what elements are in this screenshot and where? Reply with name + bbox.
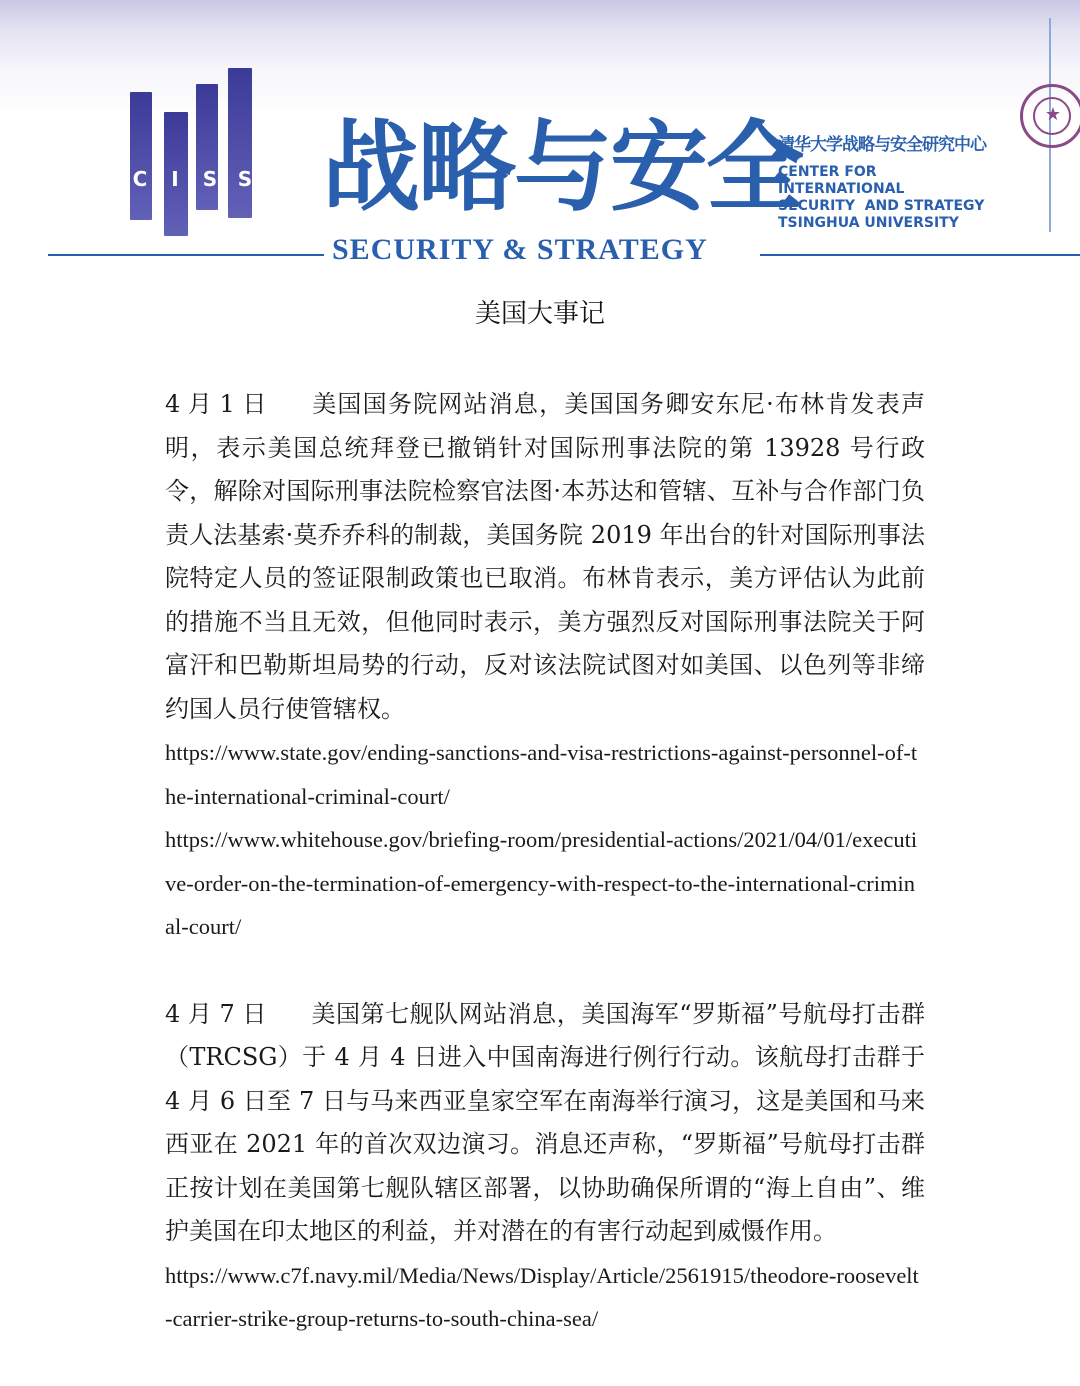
org-name-en-line: INTERNATIONAL	[778, 181, 905, 197]
entry-date: 4 月 7 日	[165, 999, 267, 1028]
journal-title-zh: 战略与安全	[322, 110, 803, 225]
org-name-en-line: CENTER FOR	[778, 164, 877, 180]
org-name-zh: 清华大学战略与安全研究中心	[778, 135, 986, 155]
seal-star-icon: ★	[1044, 104, 1062, 125]
org-name-en	[778, 164, 1028, 232]
masthead-rule-right	[760, 254, 1080, 256]
entry-paragraph	[165, 383, 925, 731]
org-name-en-line: TSINGHUA UNIVERSITY	[778, 215, 959, 231]
chronicle-entries	[165, 383, 925, 1385]
document-title: 美国大事记	[474, 299, 605, 329]
logo-letter: S	[237, 167, 253, 191]
logo-letter: C	[132, 167, 148, 191]
org-name-block	[778, 132, 1028, 232]
entry-text: 美国国务院网站消息，美国国务卿安东尼·布林肯发表声明，表示美国总统拜登已撤销针对国际刑事法院的第 13928 号行政令，解除对国际刑事法院检察官法图·本苏达和管辖、互补与合作部门负责人法基索·莫乔乔科的制裁，美国务院 2019 年出台的针对国际刑事法院特定人员的签证限制政策也已取消。布林肯表示，美方评估认为此前的措施不当且无效，但他同时表示，美方强烈反对国际刑事法院关于阿富汗和巴勒斯坦局势的行动，反对该法院试图对如美国、以色列等非缔约国人员行使管辖权。	[165, 390, 925, 723]
tsinghua-seal-icon	[1020, 84, 1080, 148]
logo-letters	[130, 166, 255, 192]
logo-bar	[228, 68, 252, 218]
source-link[interactable]: https://www.c7f.navy.mil/Media/News/Display/Article/2561915/theodore-roosevelt-carrier-strike-group-returns-to-south-china-sea/	[165, 1262, 919, 1331]
entry-paragraph	[165, 993, 925, 1254]
ciss-logo	[0, 0, 270, 240]
entry-text: 美国第七舰队网站消息，美国海军“罗斯福”号航母打击群（TRCSG）于 4 月 4 日进入中国南海进行例行行动。该航母打击群于 4 月 6 日至 7 日与马来西亚皇家空军在南海举行演习，这是美国和马来西亚在 2021 年的首次双边演习。消息还声称，“罗斯福”号航母打击群正按计划在美国第七舰队辖区部署，以协助确保所谓的“海上自由”、维护美国在印太地区的利益，并对潜在的有害行动起到威慑作用。	[165, 999, 925, 1245]
logo-letter: S	[202, 167, 218, 191]
source-link[interactable]: https://www.whitehouse.gov/briefing-room/presidential-actions/2021/04/01/executive-order-on-the-termination-of-emergency-with-respect-to-the-international-criminal-court/	[165, 827, 918, 939]
chronicle-entry	[165, 993, 925, 1341]
source-link[interactable]: https://www.state.gov/ending-sanctions-and-visa-restrictions-against-personnel-of-the-international-criminal-court/	[165, 740, 918, 809]
masthead-rule-left	[48, 254, 324, 256]
logo-letter: I	[171, 167, 179, 191]
org-name-en-line: SECURITY AND STRATEGY	[778, 198, 985, 214]
chronicle-entry	[165, 383, 925, 949]
logo-bar	[130, 92, 152, 220]
entry-date: 4 月 1 日	[165, 390, 267, 418]
journal-title-en: SECURITY & STRATEGY	[332, 233, 708, 266]
